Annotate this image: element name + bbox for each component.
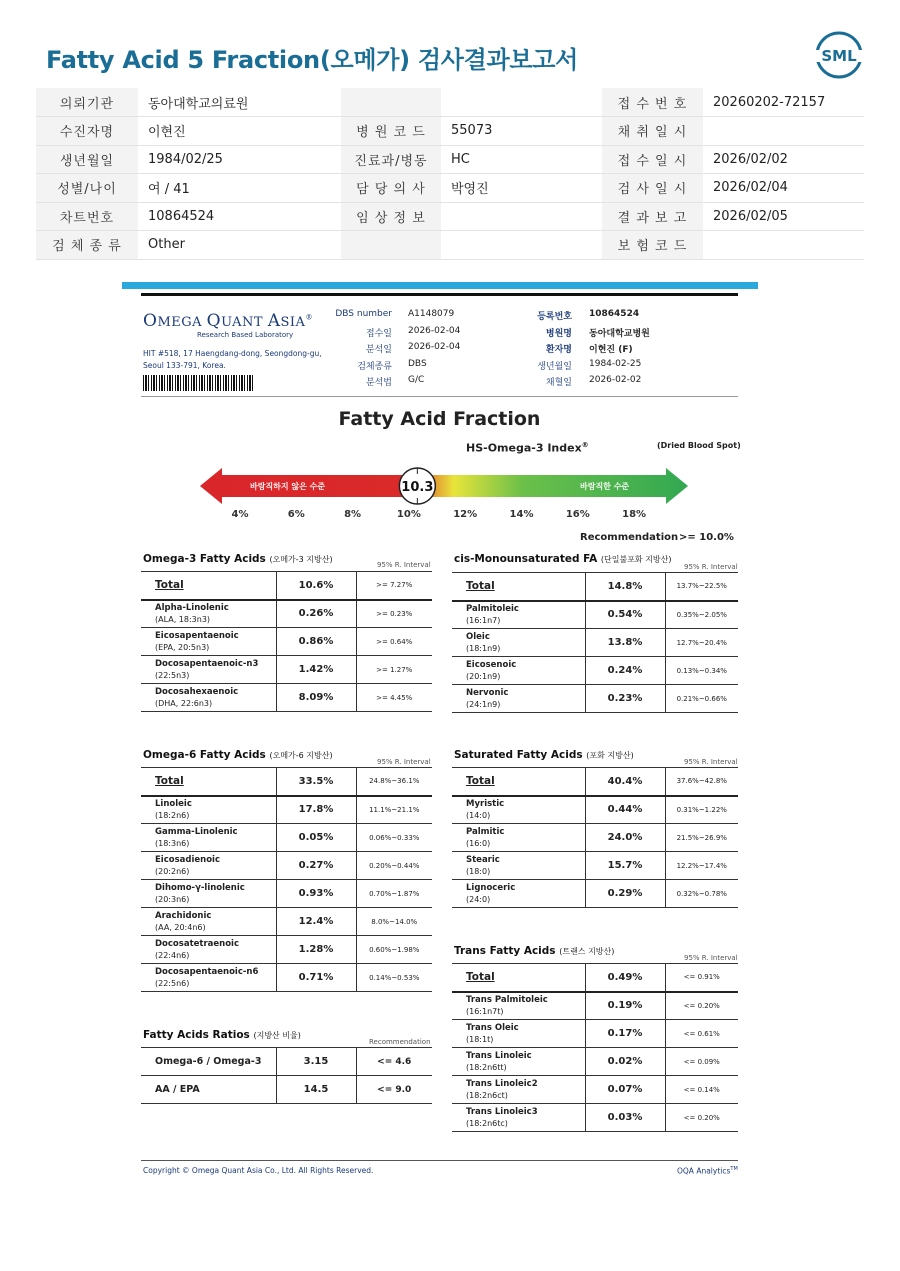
acid-name: [141, 572, 276, 600]
reference-range: 8.0%~14.0%: [356, 908, 432, 936]
acid-name: [452, 573, 585, 601]
acid-label: AA / EPA: [155, 1083, 200, 1095]
info-value: Other: [138, 231, 341, 260]
patient-info-row: [36, 202, 864, 231]
info-label: 성별/나이: [36, 174, 138, 203]
specimen-value: A1148079: [408, 309, 455, 319]
acid-value: 14.8%: [585, 573, 665, 601]
acid-value: 0.03%: [585, 1104, 665, 1132]
acid-name: [141, 908, 276, 936]
registration-value: 1984-02-25: [589, 358, 642, 369]
acid-label: Palmitic: [466, 826, 505, 837]
table-row: [141, 824, 432, 852]
patient-info-row: [36, 231, 864, 260]
interval-note: 95% R. Interval: [684, 954, 738, 962]
acid-name: [452, 824, 585, 852]
recommendation-value: >= 10.0%: [679, 532, 734, 543]
table-row: [141, 600, 432, 628]
lab-address: HIT #518, 17 Haengdang-dong, Seongdong-gu, Seoul 133-791, Korea.: [143, 349, 322, 370]
acid-name: [141, 684, 276, 712]
info-value: 여 / 41: [138, 174, 341, 203]
reference-range: 13.7%~22.5%: [665, 573, 738, 601]
acid-notation: (18:3n6): [155, 838, 190, 848]
oqa-logo: OMEGA QUANT ASIA®: [143, 311, 313, 331]
specimen-value: 2026-02-04: [408, 325, 461, 336]
acid-name: [452, 629, 585, 657]
info-label: 수진자명: [36, 117, 138, 146]
acid-notation: (20:3n6): [155, 894, 190, 904]
acid-name: [141, 656, 276, 684]
acid-notation: (AA, 20:4n6): [155, 922, 206, 932]
acid-label: Linoleic: [155, 798, 192, 809]
acid-name: [141, 768, 276, 796]
reference-range: 21.5%~26.9%: [665, 824, 738, 852]
table-row: [141, 1048, 432, 1076]
table-row: [141, 964, 432, 992]
info-label: [341, 88, 441, 117]
info-value: [703, 231, 864, 260]
acid-notation: (18:2n6tc): [466, 1118, 508, 1128]
reference-range: <= 0.09%: [665, 1048, 738, 1076]
acid-name: [141, 852, 276, 880]
acid-notation: (14:0): [466, 810, 491, 820]
table-row: [452, 852, 738, 880]
acid-label: Total: [466, 580, 495, 593]
acid-name: [141, 628, 276, 656]
table-row: [141, 880, 432, 908]
acid-label: Palmitoleic: [466, 603, 519, 614]
specimen-label: 분석법: [365, 378, 392, 388]
table-row: [452, 1048, 738, 1076]
registration-value: 이현진 (F): [589, 345, 633, 355]
registration-value: 10864524: [589, 309, 640, 319]
blue-divider: [122, 282, 758, 289]
table-row: [141, 656, 432, 684]
info-value: 55073: [441, 117, 602, 146]
gauge-value: 10.3: [401, 480, 434, 495]
table-row: [452, 1076, 738, 1104]
acid-label: Total: [466, 775, 495, 788]
acid-label: Myristic: [466, 798, 505, 809]
info-value: [703, 117, 864, 146]
info-value: 2026/02/02: [703, 145, 864, 174]
acid-value: 0.17%: [585, 1020, 665, 1048]
black-divider: [141, 293, 738, 296]
table-row: [141, 628, 432, 656]
trans-title: Trans Fatty Acids (트랜스 지방산): [454, 945, 615, 957]
registration-label: 환자명: [545, 345, 572, 355]
acid-label: Trans Linoleic: [466, 1050, 532, 1061]
total-row: [452, 768, 738, 796]
acid-notation: (18:1n9): [466, 643, 501, 653]
registration-label: 등록번호: [537, 312, 572, 322]
acid-name: [452, 1048, 585, 1076]
table-row: [452, 824, 738, 852]
acid-value: 0.23%: [585, 685, 665, 713]
acid-label: Docosapentaenoic-n6: [155, 966, 259, 977]
specimen-label: 분석일: [365, 345, 392, 355]
acid-value: 14.5: [276, 1076, 356, 1104]
gauge-tick: 10%: [396, 509, 421, 520]
reference-range: 0.21%~0.66%: [665, 685, 738, 713]
acid-name: [452, 964, 585, 992]
info-label: 차트번호: [36, 202, 138, 231]
acid-label: Arachidonic: [155, 910, 212, 921]
reference-range: >= 7.27%: [356, 572, 432, 600]
info-label: 보 험 코 드: [602, 231, 703, 260]
acid-notation: (16:0): [466, 838, 491, 848]
acid-value: 0.02%: [585, 1048, 665, 1076]
acid-value: 17.8%: [276, 796, 356, 824]
acid-name: [452, 768, 585, 796]
specimen-label: DBS number: [335, 309, 392, 319]
reference-range: <= 0.14%: [665, 1076, 738, 1104]
specimen-label: 검체종류: [357, 361, 392, 372]
acid-name: [452, 1104, 585, 1132]
info-value: 2026/02/05: [703, 202, 864, 231]
acid-value: 0.05%: [276, 824, 356, 852]
reference-range: 0.70%~1.87%: [356, 880, 432, 908]
patient-info-row: [36, 88, 864, 117]
acid-name: [141, 796, 276, 824]
desirable-label: 바람직한 수준: [580, 482, 630, 491]
info-label: [341, 231, 441, 260]
reference-range: 24.8%~36.1%: [356, 768, 432, 796]
table-row: [141, 936, 432, 964]
acid-notation: (18:2n6ct): [466, 1090, 508, 1100]
acid-name: [452, 880, 585, 908]
ratios-note: Recommendation: [369, 1038, 431, 1046]
interval-note: 95% R. Interval: [684, 563, 738, 571]
info-value: 10864524: [138, 202, 341, 231]
info-value: [441, 231, 602, 260]
reference-range: 0.31%~1.22%: [665, 796, 738, 824]
oqa-analytics: OQA Analytics™: [677, 1166, 738, 1176]
acid-notation: (22:5n3): [155, 670, 190, 680]
interval-note: 95% R. Interval: [377, 758, 431, 766]
saturated-table: [452, 767, 738, 908]
reference-range: 0.14%~0.53%: [356, 964, 432, 992]
gauge-tick: 6%: [287, 509, 305, 520]
acid-value: 10.6%: [276, 572, 356, 600]
info-label: 생년월일: [36, 145, 138, 174]
info-label: 병 원 코 드: [341, 117, 441, 146]
acid-name: [452, 992, 585, 1020]
acid-name: [452, 657, 585, 685]
reference-range: <= 0.91%: [665, 964, 738, 992]
section-rule: [141, 396, 738, 397]
acid-value: 1.28%: [276, 936, 356, 964]
sml-logo: [814, 30, 864, 80]
info-value: 20260202-72157: [703, 88, 864, 117]
reference-range: <= 0.20%: [665, 1104, 738, 1132]
acid-name: [452, 1020, 585, 1048]
acid-label: Eicosenoic: [466, 659, 517, 670]
reference-range: <= 0.20%: [665, 992, 738, 1020]
acid-value: 0.54%: [585, 601, 665, 629]
gauge-tick: 4%: [231, 509, 249, 520]
cis-mono-title: cis-Monounsaturated FA (단일불포화 지방산): [454, 553, 672, 565]
acid-name: [141, 880, 276, 908]
recommendation-label: Recommendation: [580, 532, 679, 543]
interval-note: 95% R. Interval: [684, 758, 738, 766]
acid-label: Alpha-Linolenic: [155, 602, 229, 613]
specimen-value: G/C: [408, 375, 425, 385]
acid-notation: (16:1n7): [466, 615, 501, 625]
info-value: HC: [441, 145, 602, 174]
acid-label: Total: [155, 579, 184, 592]
svg-text:SML: SML: [821, 47, 857, 65]
barcode: [143, 375, 255, 391]
acid-label: Trans Linoleic3: [466, 1106, 538, 1117]
acid-notation: (22:5n6): [155, 978, 190, 988]
patient-info-row: [36, 174, 864, 203]
reference-range: <= 9.0: [356, 1076, 432, 1104]
saturated-title: Saturated Fatty Acids (포화 지방산): [454, 749, 634, 761]
acid-notation: (EPA, 20:5n3): [155, 642, 210, 652]
acid-name: [141, 936, 276, 964]
acid-notation: (22:4n6): [155, 950, 190, 960]
acid-value: 0.19%: [585, 992, 665, 1020]
gauge-tick: 18%: [622, 509, 647, 520]
omega6-table: [141, 767, 432, 992]
acid-value: 8.09%: [276, 684, 356, 712]
reference-range: 0.35%~2.05%: [665, 601, 738, 629]
table-row: [452, 629, 738, 657]
acid-label: Docosatetraenoic: [155, 938, 239, 949]
index-title: HS-Omega-3 Index®: [466, 441, 589, 455]
info-label: 진료과/병동: [341, 145, 441, 174]
acid-name: [141, 824, 276, 852]
reference-range: <= 4.6: [356, 1048, 432, 1076]
acid-notation: (20:2n6): [155, 866, 190, 876]
total-row: [452, 573, 738, 601]
reference-range: 37.6%~42.8%: [665, 768, 738, 796]
acid-name: [452, 796, 585, 824]
acid-value: 0.24%: [585, 657, 665, 685]
table-row: [141, 1076, 432, 1104]
cis-mono-table: [452, 572, 738, 713]
undesirable-label: 바람직하지 않은 수준: [250, 482, 326, 491]
acid-value: 0.44%: [585, 796, 665, 824]
acid-value: 0.29%: [585, 880, 665, 908]
acid-name: [452, 1076, 585, 1104]
acid-value: 0.71%: [276, 964, 356, 992]
reference-range: <= 0.61%: [665, 1020, 738, 1048]
info-label: 접 수 일 시: [602, 145, 703, 174]
report-title: Fatty Acid Fraction: [338, 408, 541, 430]
total-row: [452, 964, 738, 992]
acid-label: Eicosadienoic: [155, 854, 220, 865]
footer-rule: [141, 1160, 738, 1161]
acid-label: Eicosapentaenoic: [155, 630, 239, 641]
registration-value: 동아대학교병원: [589, 328, 650, 339]
lab-subtitle: Research Based Laboratory: [197, 331, 294, 339]
table-row: [452, 1020, 738, 1048]
reference-range: 0.60%~1.98%: [356, 936, 432, 964]
acid-name: [141, 1048, 276, 1076]
omega6-title: Omega-6 Fatty Acids (오메가-6 지방산): [143, 749, 333, 761]
acid-label: Total: [155, 775, 184, 788]
acid-value: 24.0%: [585, 824, 665, 852]
acid-notation: (24:0): [466, 894, 491, 904]
info-label: 의뢰기관: [36, 88, 138, 117]
specimen-label: 접수일: [365, 328, 392, 339]
acid-value: 0.26%: [276, 600, 356, 628]
acid-value: 33.5%: [276, 768, 356, 796]
acid-value: 3.15: [276, 1048, 356, 1076]
reference-range: >= 0.23%: [356, 600, 432, 628]
info-value: 동아대학교의료원: [138, 88, 341, 117]
info-label: 검 사 일 시: [602, 174, 703, 203]
reference-range: 0.20%~0.44%: [356, 852, 432, 880]
gauge-tick: 12%: [453, 509, 478, 520]
acid-label: Trans Palmitoleic: [466, 994, 548, 1005]
info-value: 2026/02/04: [703, 174, 864, 203]
omega3-index-gauge: [200, 466, 688, 510]
info-label: 결 과 보 고: [602, 202, 703, 231]
info-label: 검 체 종 류: [36, 231, 138, 260]
info-label: 접 수 번 호: [602, 88, 703, 117]
acid-label: Lignoceric: [466, 882, 516, 893]
reference-range: 0.32%~0.78%: [665, 880, 738, 908]
registration-label: 병원명: [545, 328, 572, 339]
specimen-value: 2026-02-04: [408, 342, 461, 352]
acid-value: 40.4%: [585, 768, 665, 796]
acid-value: 0.49%: [585, 964, 665, 992]
acid-value: 13.8%: [585, 629, 665, 657]
info-value: [441, 202, 602, 231]
info-value: 1984/02/25: [138, 145, 341, 174]
info-label: 임 상 정 보: [341, 202, 441, 231]
specimen-note: (Dried Blood Spot): [657, 441, 741, 450]
info-value: [441, 88, 602, 117]
acid-name: [452, 601, 585, 629]
gauge-tick: 8%: [344, 509, 362, 520]
acid-label: Nervonic: [466, 687, 509, 698]
reference-range: 12.7%~20.4%: [665, 629, 738, 657]
acid-label: Omega-6 / Omega-3: [155, 1055, 262, 1067]
acid-label: Stearic: [466, 854, 500, 865]
acid-label: Docosapentaenoic-n3: [155, 658, 259, 669]
table-row: [141, 684, 432, 712]
acid-name: [141, 600, 276, 628]
acid-notation: (18:1t): [466, 1034, 494, 1044]
reference-range: >= 0.64%: [356, 628, 432, 656]
page-title: Fatty Acid 5 Fraction(오메가) 검사결과보고서: [46, 46, 579, 74]
interval-note: 95% R. Interval: [377, 561, 431, 569]
table-row: [452, 685, 738, 713]
patient-info-row: [36, 117, 864, 146]
reference-range: 0.06%~0.33%: [356, 824, 432, 852]
acid-notation: (ALA, 18:3n3): [155, 614, 211, 624]
reference-range: 11.1%~21.1%: [356, 796, 432, 824]
gauge-tick: 14%: [509, 509, 534, 520]
acid-value: 0.86%: [276, 628, 356, 656]
info-value: 박영진: [441, 174, 602, 203]
acid-label: Dihomo-γ-linolenic: [155, 882, 245, 893]
info-label: 담 당 의 사: [341, 174, 441, 203]
acid-value: 12.4%: [276, 908, 356, 936]
acid-notation: (18:0): [466, 866, 491, 876]
trans-table: [452, 963, 738, 1132]
table-row: [141, 852, 432, 880]
table-row: [452, 880, 738, 908]
acid-value: 0.93%: [276, 880, 356, 908]
registration-label: 채혈일: [545, 378, 572, 388]
acid-notation: (24:1n9): [466, 699, 501, 709]
acid-label: Total: [466, 971, 495, 984]
acid-notation: (20:1n9): [466, 671, 501, 681]
table-row: [452, 796, 738, 824]
patient-info-row: [36, 145, 864, 174]
acid-notation: (16:1n7t): [466, 1006, 504, 1016]
omega3-title: Omega-3 Fatty Acids (오메가-3 지방산): [143, 553, 333, 565]
table-row: [141, 796, 432, 824]
registration-value: 2026-02-02: [589, 375, 642, 385]
reference-range: >= 1.27%: [356, 656, 432, 684]
specimen-value: DBS: [408, 358, 427, 369]
table-row: [452, 601, 738, 629]
acid-value: 0.27%: [276, 852, 356, 880]
acid-notation: (DHA, 22:6n3): [155, 698, 213, 708]
reference-range: >= 4.45%: [356, 684, 432, 712]
acid-label: Oleic: [466, 631, 490, 642]
table-row: [141, 908, 432, 936]
reference-range: 0.13%~0.34%: [665, 657, 738, 685]
info-label: 채 취 일 시: [602, 117, 703, 146]
ratios-title: Fatty Acids Ratios (지방산 비율): [143, 1029, 301, 1041]
acid-label: Trans Oleic: [466, 1022, 519, 1033]
acid-notation: (18:2n6tt): [466, 1062, 507, 1072]
acid-name: [452, 685, 585, 713]
info-value: 이현진: [138, 117, 341, 146]
total-row: [141, 768, 432, 796]
acid-value: 1.42%: [276, 656, 356, 684]
table-row: [452, 1104, 738, 1132]
registration-label: 생년월일: [537, 361, 572, 372]
total-row: [141, 572, 432, 600]
table-row: [452, 657, 738, 685]
patient-info-table: [36, 88, 864, 260]
acid-label: Gamma-Linolenic: [155, 826, 238, 837]
gauge-tick: 16%: [565, 509, 590, 520]
acid-label: Docosahexaenoic: [155, 686, 239, 697]
acid-name: [141, 1076, 276, 1104]
reference-range: 12.2%~17.4%: [665, 852, 738, 880]
acid-name: [141, 964, 276, 992]
acid-value: 15.7%: [585, 852, 665, 880]
acid-label: Trans Linoleic2: [466, 1078, 538, 1089]
acid-value: 0.07%: [585, 1076, 665, 1104]
ratios-table: [141, 1047, 432, 1104]
table-row: [452, 992, 738, 1020]
copyright: Copyright © Omega Quant Asia Co., Ltd. All Rights Reserved.: [143, 1166, 374, 1175]
acid-notation: (18:2n6): [155, 810, 190, 820]
omega3-table: [141, 571, 432, 712]
acid-name: [452, 852, 585, 880]
